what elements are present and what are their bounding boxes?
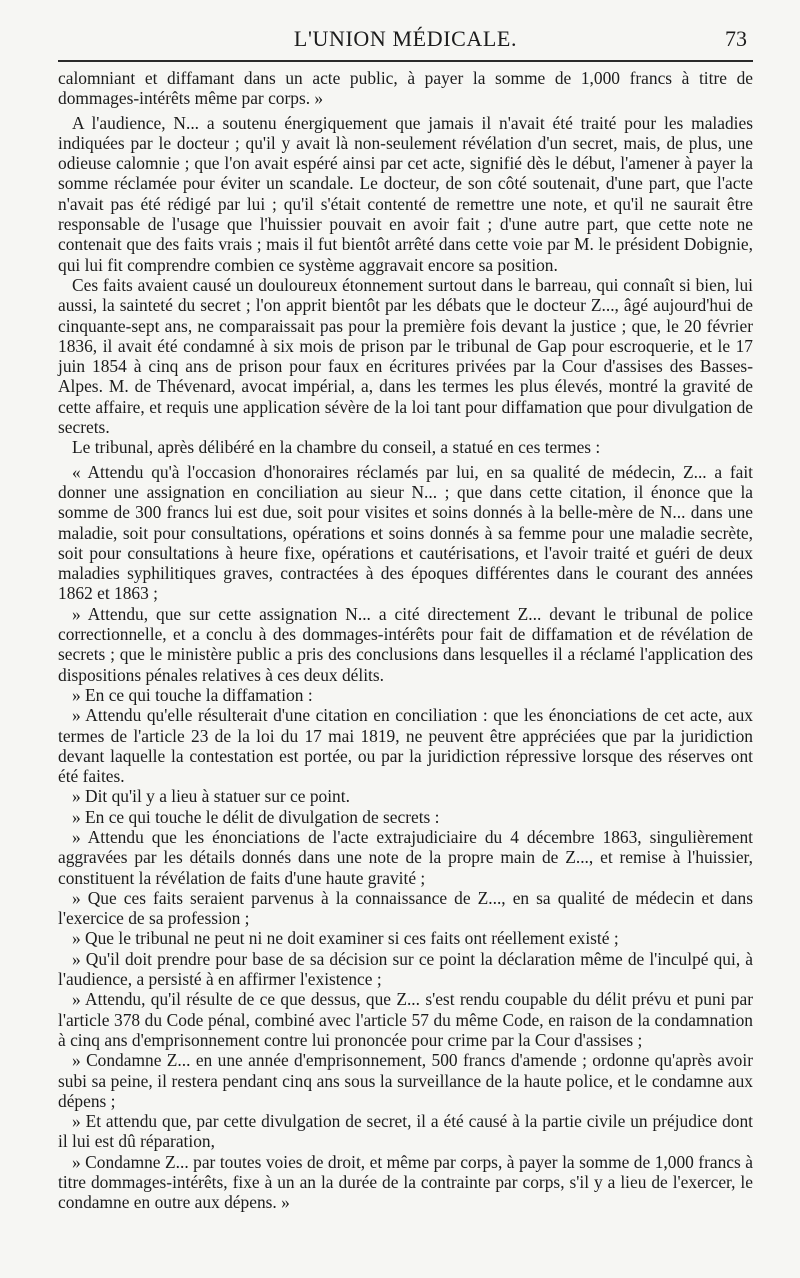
paragraph: » Que le tribunal ne peut ni ne doit examiner si ces faits ont réellement existé ; — [72, 928, 619, 949]
paragraph: « Attendu qu'à l'occasion d'honoraires réclamés par lui, en sa qualité de médecin, Z... a fait donner une assignation en conciliation au sieur N... ; que dans cette citation, il énonce que la somme de 300 francs lui est due, soit pour visites et soins donnés à la belle-mère de N... dans une maladie, soit pour consultations, opérations et soins donnés à sa femme pour une maladie secrète, soit pour consultations à heure fixe, opérations et cautérisations, et l'avoir traité et guéri de deux maladies syphilitiques graves, contractées à des époques différentes dans le courant des années 1862 et 1863 ; — [58, 461, 753, 604]
running-title: L'UNION MÉDICALE. — [293, 26, 518, 51]
paragraph: » Condamne Z... par toutes voies de droit, et même par corps, à payer la somme de 1,000 francs à titre dommages-intérêts, fixe à un an la durée de la contrainte par corps, s'il y a lieu de l'exercer, le condamne en outre aux dépens. » — [58, 1151, 753, 1213]
page-number: 73 — [725, 26, 747, 51]
paragraph: » En ce qui touche le délit de divulgation de secrets : — [72, 806, 440, 827]
paragraph: » Et attendu que, par cette divulgation de secret, il a été causé à la partie civile un préjudice dont il lui est dû réparation, — [58, 1111, 753, 1152]
paragraph: » Dit qu'il y a lieu à statuer sur ce point. — [72, 786, 350, 807]
paragraph: » Attendu, que sur cette assignation N... a cité directement Z... devant le tribunal de police correctionnelle, et a conclu à des dommages-intérêts pour fait de diffamation et de révélation de secrets ; que le ministère public a pris des conclusions dans lesquelles il a réclamé l'application des dispositions pénales relatives à ces deux délits. — [58, 603, 753, 685]
paragraph: A l'audience, N... a soutenu énergiquement que jamais il n'avait été traité pour les maladies indiquées par le docteur ; qu'il y avait là non-seulement révélation d'un secret, mais, de plus, une odieuse calomnie ; que l'on avait espéré ainsi par cet acte, signifié dès le début, l'amener à payer la somme réclamée pour éviter un scandale. Le docteur, de son côté soutenait, d'une part, que l'acte n'avait pas été rédigé par lui ; qu'il s'était contenté de remettre une note, et qu'il ne saurait être responsable de l'usage que l'huissier pouvait en avoir fait ; d'une autre part, que cette note ne contenait que des faits vrais ; mais il fut bientôt arrêté dans cette voie par M. le président Dobignie, qui lui fit comprendre combien ce système aggravait encore sa position. — [58, 112, 753, 275]
paragraph: » Condamne Z... en une année d'emprisonnement, 500 francs d'amende ; ordonne qu'après avoir subi sa peine, il restera pendant cinq ans sous la surveillance de la haute police, et le condamne aux dépens ; — [58, 1050, 753, 1111]
paragraph: » Attendu qu'elle résulterait d'une citation en conciliation : que les énonciations de cet acte, aux termes de l'article 23 de la loi du 17 mai 1819, ne peuvent être appréciées que par la juridiction devant laquelle la contestation est portée, ou par la juridiction répressive lorsque des réserves ont été faites. — [58, 705, 753, 787]
header-rule — [58, 60, 753, 62]
paragraph: » Qu'il doit prendre pour base de sa décision sur ce point la déclaration même de l'inculpé qui, à l'audience, a persisté à en affirmer l'existence ; — [58, 948, 753, 990]
paragraph: Ces faits avaient causé un douloureux étonnement surtout dans le barreau, qui connaît si bien, lui aussi, la sainteté du secret ; l'on apprit bientôt par les débats que le docteur Z..., âgé aujourd'hui de cinquante-sept ans, ne comparaissait pas pour la première fois devant la justice ; que, le 20 février 1836, il avait été condamné à six mois de prison par le tribunal de Gap pour escroquerie, et le 17 juin 1854 à cinq ans de prison pour faux en écritures privées par la Cour d'assises des Basses-Alpes. M. de Thévenard, avocat impérial, a, dans les termes les plus élevés, montré la gravité de cette affaire, et requis une application sévère de la loi tant pour diffamation que pour divulgation de secrets. — [58, 274, 753, 438]
paragraph: calomniant et diffamant dans un acte public, à payer la somme de 1,000 francs à titre de dommages-intérêts même par corps. » — [58, 68, 753, 109]
page-header — [58, 22, 753, 56]
paragraph: » En ce qui touche la diffamation : — [72, 684, 313, 705]
article-body — [58, 68, 753, 1213]
paragraph: » Attendu, qu'il résulte de ce que dessus, que Z... s'est rendu coupable du délit prévu et puni par l'article 378 du Code pénal, combiné avec l'article 57 du même Code, en raison de la condamnation à cinq ans d'emprisonnement contre lui prononcée pour crime par la Cour d'assises ; — [58, 989, 753, 1050]
paragraph: » Que ces faits seraient parvenus à la connaissance de Z..., en sa qualité de médecin et dans l'exercice de sa profession ; — [58, 887, 753, 929]
paragraph: » Attendu que les énonciations de l'acte extrajudiciaire du 4 décembre 1863, singulièrement aggravées par les détails donnés dans une note de la propre main de Z..., et remise à l'huissier, constituent la révélation de faits d'une haute gravité ; — [58, 826, 753, 888]
paragraph: Le tribunal, après délibéré en la chambre du conseil, a statué en ces termes : — [72, 437, 601, 458]
